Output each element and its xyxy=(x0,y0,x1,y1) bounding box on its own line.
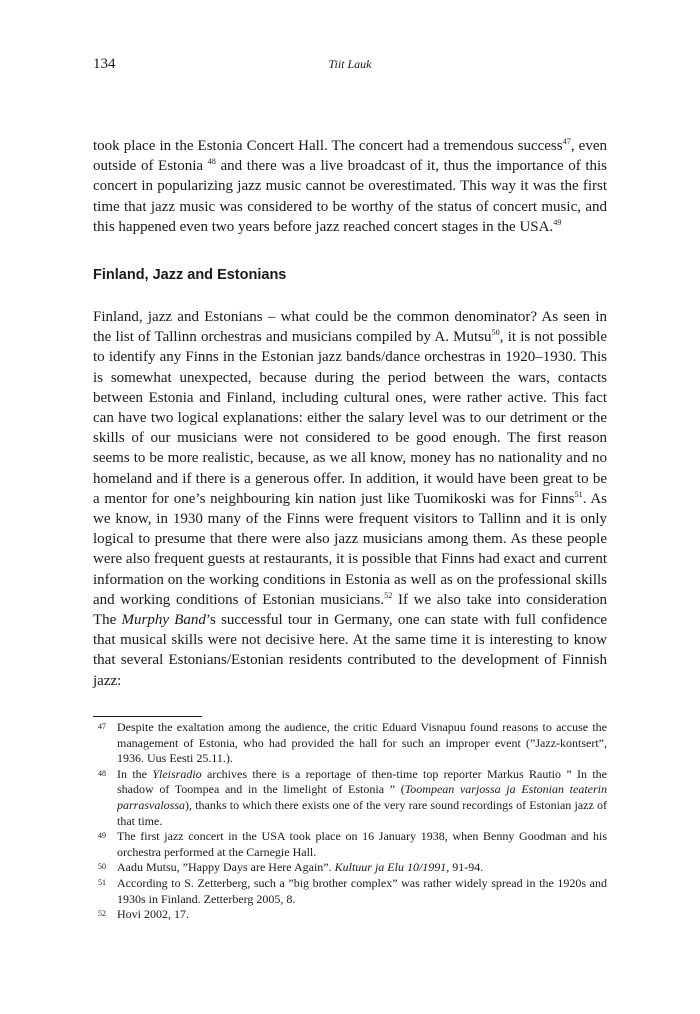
running-head: Tiit Lauk xyxy=(328,57,372,71)
page-header xyxy=(93,56,607,76)
footnote-51: 51 According to S. Zetterberg, such a ”big brother complex” was rather widely spread in the 1920s and 1930s in Finland. Zetterberg 2005, 8. xyxy=(93,876,607,907)
section-heading: Finland, Jazz and Estonians xyxy=(93,267,287,283)
footnote-47: 47 Despite the exaltation among the audience, the critic Eduard Visnapuu found reasons to accuse the management of Estonia, who had provided the hall for such an improper event (”Jazz-kontsert”, 1936. Uus Eesti 25.11.). xyxy=(93,720,607,767)
footnote-ref-52[interactable]: 52 xyxy=(384,590,393,600)
paragraph-finland: Finland, jazz and Estonians – what could be the common denominator? As seen in the list of Tallinn orchestras and musicians compiled by A. Mutsu$^{50}$, it is not possible to identify any Finns in the Estonian jazz bands/dance orchestras in 1920–1930. This is somewhat unexpected, because during the period between the wars, contacts between Estonia and Finland, including cultural ones, were rather active. This fact can have two logical explanations: either the salary level was to our detriment or the skills of our musicians were not considered to be good enough. The first reason seems to be more realistic, because, as we all know, money has no nationality and no homeland and if there is a generous offer. In addition, it would have been great to be a mentor for one’s neighbouring kin nation just like Tuomikoski was for Finns$^{51}$. As we know, in 1930 many of the Finns were frequent visitors to Tallinn and it is only logical to presume that there were also jazz musicians among them. As these people were also frequent guests at restaurants, it is possible that Finns had exact and current information on the working conditions in Estonia as well as on the professional skills and working conditions of Estonian musicians.$^{52}$ If we also take into consideration The Murphy Band’s successful tour in Germany, one can state with full confidence that musical skills were not decisive here. At the same time it is interesting to know that several Estonians/Estonian residents contributed to the development of Finnish jazz: xyxy=(93,309,608,689)
footnote-52: 52 Hovi 2002, 17. xyxy=(93,907,607,923)
footnote-number: 51 xyxy=(98,877,106,887)
footnote-ref-48[interactable]: 48 xyxy=(207,157,216,167)
footnote-49: 49 The first jazz concert in the USA took place on 16 January 1938, when Benny Goodman and his orchestra performed at the Carnegie Hall. xyxy=(93,829,607,860)
footnotes xyxy=(93,720,607,923)
footnote-number: 49 xyxy=(98,831,106,841)
footnote-ref-49[interactable]: 49 xyxy=(553,217,562,227)
footnote-ref-50[interactable]: 50 xyxy=(491,328,500,338)
footnote-number: 48 xyxy=(98,768,106,778)
footnote-ref-47[interactable]: 47 xyxy=(562,137,571,146)
footnote-separator xyxy=(93,716,202,717)
footnote-number: 52 xyxy=(98,909,106,919)
footnote-number: 50 xyxy=(98,862,106,872)
page-number: 134 xyxy=(93,56,116,72)
footnote-number: 47 xyxy=(98,722,106,731)
footnote-48: 48 In the Yleisradio archives there is a reportage of then-time top reporter Markus Rautio ” In the shadow of Toompea and in the limelight of Estonia ” (Toompean varjossa ja Estonian teaterin parrasvalossa), thanks to which there exists one of the very rare sound recordings of Estonian jazz of that time. xyxy=(93,767,607,829)
paragraph-concert: took place in the Estonia Concert Hall. The concert had a tremendous success$^{47}$, even outside of Estonia $^{48}$ and there was a live broadcast of it, thus the importance of this concert in popularizing jazz music cannot be overestimated. This way it was the first time that jazz music was considered to be worthy of the status of concert music, and this happened even two years before jazz reached concert stages in the USA.$^{49}$ xyxy=(93,137,607,235)
footnote-50: 50 Aadu Mutsu, ”Happy Days are Here Again”. Kultuur ja Elu 10/1991, 91-94. xyxy=(93,860,607,876)
footnote-ref-51[interactable]: 51 xyxy=(574,489,583,499)
